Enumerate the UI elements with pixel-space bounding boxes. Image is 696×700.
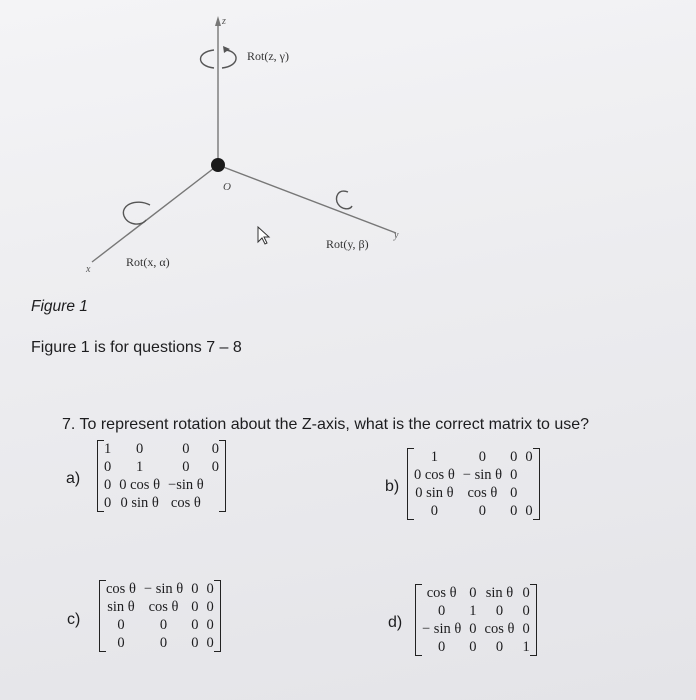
matrix-cell: 0 <box>211 459 219 475</box>
matrix-cell: 1 <box>522 639 530 655</box>
matrix-cell: 0 <box>191 581 199 597</box>
matrix-cell: 0 <box>136 441 144 457</box>
matrix-row <box>102 634 218 652</box>
matrix-cell: 0 <box>522 603 530 619</box>
matrix-cell: 0 <box>469 621 477 637</box>
matrix-cell: − sin θ <box>462 467 503 483</box>
matrix-cell: 0 <box>206 635 214 651</box>
matrix-cell: −sin θ <box>168 477 204 493</box>
matrix-cell: 0 sin θ <box>415 485 454 501</box>
matrix-cell: 0 <box>182 459 190 475</box>
matrix-row <box>102 598 218 616</box>
matrix-cell: − sin θ <box>422 621 462 637</box>
matrix-row <box>100 494 223 512</box>
matrix-cell: 0 <box>117 635 125 651</box>
matrix-cell: cos θ <box>426 585 457 601</box>
matrix-cell: cos θ <box>484 621 515 637</box>
matrix-row <box>418 620 534 638</box>
matrix-cell: 0 <box>525 503 533 519</box>
matrix-cell: cos θ <box>467 485 498 501</box>
matrix-cell: sin θ <box>485 585 514 601</box>
matrix-cell: 0 <box>522 621 530 637</box>
x-axis-label: x <box>86 264 91 275</box>
figure-note: Figure 1 is for questions 7 – 8 <box>31 339 242 356</box>
matrix-cell: 0 <box>191 599 199 615</box>
matrix-row <box>100 476 223 494</box>
figure-caption: Figure 1 <box>31 298 88 315</box>
option-d-matrix <box>418 584 534 656</box>
x-axis <box>92 165 218 262</box>
rot-z-arrowhead-icon <box>223 46 230 53</box>
rot-y-label: Rot(y, β) <box>326 237 369 251</box>
matrix-cell: 0 <box>478 503 487 519</box>
rot-z-label: Rot(z, γ) <box>247 49 289 63</box>
matrix-row <box>410 466 537 484</box>
rot-x-arrow-icon <box>123 202 150 224</box>
matrix-cell: 0 <box>182 441 190 457</box>
matrix-row <box>410 448 537 466</box>
matrix-cell: 0 <box>206 581 214 597</box>
matrix-row <box>418 602 534 620</box>
matrix-row <box>418 638 534 656</box>
matrix-cell: 0 <box>469 585 477 601</box>
option-c-label[interactable]: c) <box>67 611 81 628</box>
matrix-cell: cos θ <box>170 495 201 511</box>
matrix-cell: 0 <box>211 441 219 457</box>
matrix-row <box>100 458 223 476</box>
option-a-label[interactable]: a) <box>66 470 81 487</box>
matrix-row <box>410 502 537 520</box>
matrix-cell: 0 <box>117 617 125 633</box>
y-axis-label: y <box>394 230 399 241</box>
matrix-cell: 0 <box>510 449 518 465</box>
matrix-cell: 1 <box>104 441 112 457</box>
option-b-label[interactable]: b) <box>385 478 400 495</box>
matrix-cell: 0 <box>478 449 487 465</box>
matrix-cell: 0 <box>104 495 112 511</box>
matrix-cell: 0 cos θ <box>414 467 455 483</box>
matrix-cell: 0 sin θ <box>120 495 159 511</box>
z-axis-arrowhead <box>215 16 221 26</box>
option-b-matrix <box>410 448 537 520</box>
matrix-cell: 0 <box>495 639 504 655</box>
matrix-cell: 0 <box>191 617 199 633</box>
origin-label: O <box>223 181 231 193</box>
matrix-cell: 0 <box>510 467 518 483</box>
matrix-cell: − sin θ <box>143 581 184 597</box>
question-7: 7. To represent rotation about the Z-axis, what is the correct matrix to use? <box>62 416 590 433</box>
matrix-cell: 0 cos θ <box>119 477 161 493</box>
matrix-row <box>410 484 537 502</box>
matrix-cell: 0 <box>525 449 533 465</box>
matrix-cell: 0 <box>522 585 530 601</box>
matrix-cell: cos θ <box>106 581 136 597</box>
option-a-matrix <box>100 440 223 512</box>
z-axis-label: z <box>222 16 226 27</box>
y-axis <box>218 165 396 233</box>
matrix-cell: 0 <box>104 459 112 475</box>
option-d-label[interactable]: d) <box>388 614 403 631</box>
matrix-row <box>102 616 218 634</box>
matrix-cell: 0 <box>430 503 439 519</box>
matrix-row <box>102 580 218 598</box>
matrix-cell: 0 <box>510 485 518 501</box>
coordinate-figure <box>0 0 696 300</box>
matrix-cell: sin θ <box>107 599 135 615</box>
matrix-row <box>100 440 223 458</box>
origin-dot <box>211 158 225 172</box>
matrix-cell: 1 <box>136 459 144 475</box>
matrix-cell: 0 <box>206 599 214 615</box>
matrix-cell: 0 <box>495 603 504 619</box>
matrix-cell: 0 <box>438 603 446 619</box>
mouse-cursor-icon <box>258 227 269 244</box>
matrix-cell: 1 <box>430 449 439 465</box>
matrix-cell: 0 <box>469 639 477 655</box>
matrix-cell: 0 <box>510 503 518 519</box>
matrix-cell: 0 <box>206 617 214 633</box>
matrix-cell: 1 <box>469 603 477 619</box>
matrix-cell: 0 <box>104 477 112 493</box>
matrix-row <box>418 584 534 602</box>
option-c-matrix <box>102 580 218 652</box>
rot-x-label: Rot(x, α) <box>126 255 170 269</box>
matrix-cell: 0 <box>159 617 168 633</box>
matrix-cell: 0 <box>191 635 199 651</box>
matrix-cell: 0 <box>159 635 168 651</box>
rot-y-arrow-icon <box>336 191 352 209</box>
matrix-cell: 0 <box>438 639 446 655</box>
matrix-cell: cos θ <box>148 599 179 615</box>
